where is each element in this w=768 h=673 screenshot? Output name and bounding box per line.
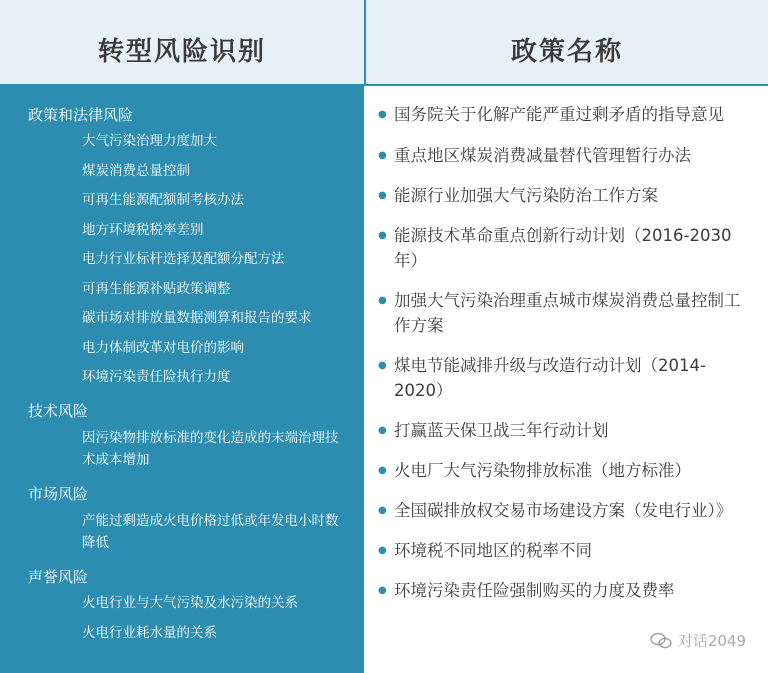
risk-item: 电力行业标杆选择及配额分配方法: [82, 251, 285, 267]
risk-item: 电力体制改革对电价的影响: [82, 339, 244, 356]
risk-item: 火电行业与大气污染及水污染的关系: [82, 595, 298, 611]
risk-category-technology: 技术风险: [28, 402, 89, 420]
bullet-icon: ●: [378, 425, 387, 436]
policy-name: 能源行业加强大气污染防治工作方案: [394, 186, 658, 205]
policy-item: [378, 538, 752, 563]
bullet-icon: ●: [378, 109, 387, 120]
risk-item: 产能过剩造成火电价格过低或年发电小时数降低: [82, 513, 339, 551]
policy-item: [378, 498, 752, 523]
policy-item: [378, 143, 752, 168]
policy-name: 重点地区煤炭消费减量替代管理暂行办法: [394, 146, 691, 165]
policy-item: [378, 353, 752, 403]
risk-item: 煤炭消费总量控制: [82, 162, 190, 179]
right-column-header: 政策名称: [366, 0, 768, 86]
risk-category-market: 市场风险: [28, 485, 89, 503]
risk-category-policy: 政策和法律风险: [28, 106, 134, 124]
watermark: [650, 630, 746, 651]
policy-name: 环境污染责任险强制购买的力度及费率: [394, 581, 675, 600]
policy-item: [378, 418, 752, 443]
bullet-icon: ●: [378, 230, 387, 241]
bullet-icon: ●: [378, 360, 387, 371]
policy-name: 能源技术革命重点创新行动计划（2016-2030年）: [394, 226, 732, 270]
left-column-header: 转型风险识别: [0, 0, 366, 86]
policy-item: [378, 223, 752, 273]
risk-item: 因污染物排放标准的变化造成的末端治理技术成本增加: [82, 430, 339, 468]
watermark-text: 对话2049: [677, 632, 746, 650]
policy-item: [378, 578, 752, 603]
risk-item: 可再生能源补贴政策调整: [82, 280, 231, 297]
risk-item: 火电行业耗水量的关系: [82, 624, 217, 641]
bullet-icon: ●: [378, 585, 387, 596]
policy-name: 国务院关于化解产能严重过剩矛盾的指导意见: [394, 105, 724, 124]
policy-name: 全国碳排放权交易市场建设方案（发电行业）》: [394, 501, 733, 520]
policy-name: 打赢蓝天保卫战三年行动计划: [394, 421, 609, 440]
risk-item: 大气污染治理力度加大: [82, 133, 217, 149]
bullet-icon: ●: [378, 545, 387, 556]
policy-name: 环境税不同地区的税率不同: [394, 541, 592, 560]
risk-item: 环境污染责任险执行力度: [82, 369, 231, 385]
policy-name: 加强大气污染治理重点城市煤炭消费总量控制工作方案: [394, 291, 741, 335]
bullet-icon: ●: [378, 465, 387, 476]
policy-item: [378, 102, 752, 127]
risk-item: 地方环境税税率差别: [82, 221, 204, 238]
bullet-icon: ●: [378, 190, 387, 201]
risk-item: 碳市场对排放量数据测算和报告的要求: [82, 310, 312, 326]
risk-column: [0, 86, 366, 673]
risk-item: 可再生能源配额制考核办法: [82, 192, 244, 208]
policy-item: [378, 458, 752, 483]
policy-item: [378, 183, 752, 208]
policy-name: 煤电节能减排升级与改造行动计划（2014-2020）: [394, 356, 706, 400]
bullet-icon: ●: [378, 150, 387, 161]
chat-bubbles-icon: [650, 632, 672, 650]
policy-name: 火电厂大气污染物排放标准（地方标准）: [394, 461, 691, 480]
policy-column: [366, 86, 768, 673]
policy-item: [378, 288, 752, 338]
risk-category-reputation: 声誉风险: [28, 568, 89, 586]
bullet-icon: ●: [378, 505, 387, 516]
bullet-icon: ●: [378, 295, 387, 306]
